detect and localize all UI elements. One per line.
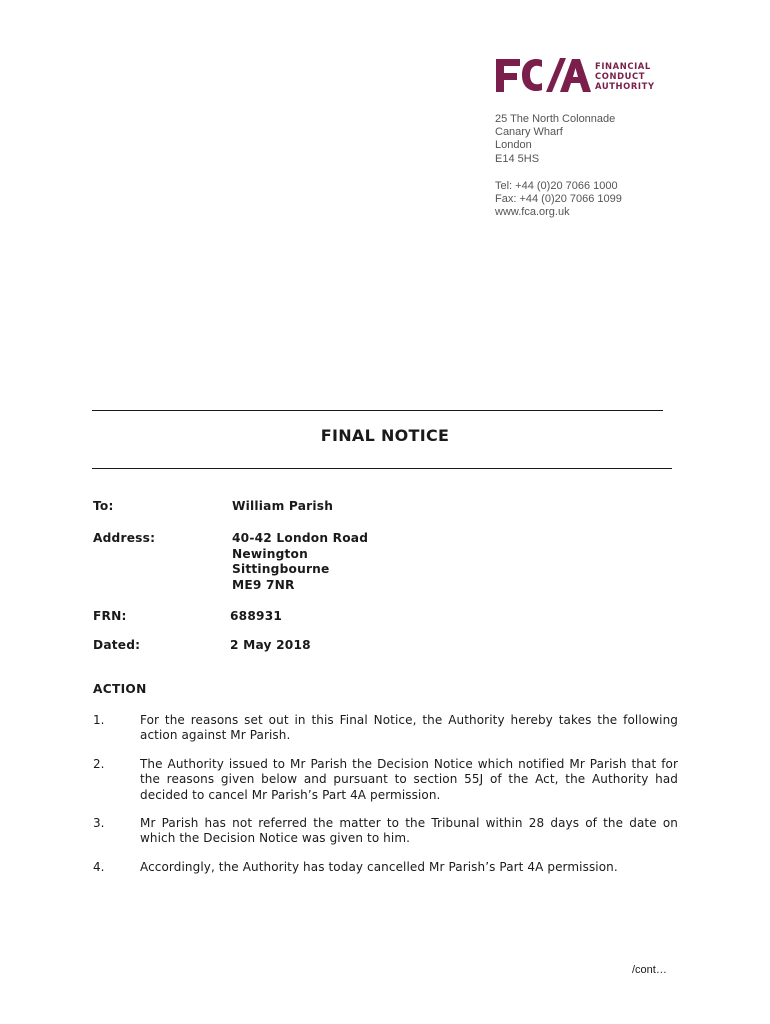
authority-address [495, 113, 615, 166]
paragraph-number: 2. [93, 757, 105, 771]
frn-number: 688931 [230, 609, 283, 623]
field-frn-label: FRN: [93, 609, 127, 623]
title-rule-top [92, 410, 663, 411]
paragraph-number: 4. [93, 860, 105, 874]
contact-tel: Tel: +44 (0)20 7066 1000 [495, 180, 618, 192]
field-to-label: To: [93, 499, 114, 513]
paragraph-number: 1. [93, 713, 105, 727]
field-address-value [232, 531, 368, 593]
recipient-name: William Parish [232, 499, 334, 513]
paragraph-number: 3. [93, 816, 105, 830]
paragraph-text: The Authority issued to Mr Parish the Decision Notice which notified Mr Parish that for the reasons given below and pursuant to section 55J of the Act, the Authority had decided to cancel Mr Parish’s Part 4A permission. [140, 757, 678, 802]
field-dated-label: Dated: [93, 638, 141, 652]
paragraph-text: Accordingly, the Authority has today cancelled Mr Parish’s Part 4A permission. [140, 860, 618, 874]
address-line: E14 5HS [495, 152, 540, 165]
contact-fax: Fax: +44 (0)20 7066 1099 [495, 193, 622, 206]
title-rule-bottom [92, 468, 672, 469]
address-line: Canary Wharf [495, 126, 563, 139]
logo-name-line: AUTHORITY [595, 81, 655, 92]
fca-logo-mark [494, 56, 592, 94]
notice-date: 2 May 2018 [230, 638, 311, 652]
address-line: London [495, 139, 532, 152]
continuation-marker: /cont… [632, 964, 667, 976]
field-to-value [232, 499, 333, 515]
recipient-address-line: 40-42 London Road [232, 531, 369, 545]
logo-name-line: FINANCIAL [595, 61, 651, 71]
document-title: FINAL NOTICE [320, 426, 450, 445]
contact-website: www.fca.org.uk [495, 206, 570, 219]
field-address-label: Address: [93, 531, 156, 545]
address-line: 25 The North Colonnade [495, 113, 616, 125]
field-dated-value [230, 638, 311, 654]
recipient-address-line: ME9 7NR [232, 577, 295, 592]
section-heading-action: ACTION [93, 682, 147, 696]
fca-logo-name [595, 61, 655, 92]
logo-name-line: CONDUCT [595, 71, 646, 82]
fca-logo [494, 56, 664, 94]
recipient-address-line: Newington [232, 546, 308, 561]
paragraph-text: Mr Parish has not referred the matter to the Tribunal within 28 days of the date on which the Decision Notice was given to him. [140, 816, 678, 846]
authority-contact [495, 180, 622, 220]
recipient-address-line: Sittingbourne [232, 562, 330, 577]
paragraph-text: For the reasons set out in this Final Notice, the Authority hereby takes the following action against Mr Parish. [140, 713, 678, 743]
field-frn-value [230, 609, 282, 625]
